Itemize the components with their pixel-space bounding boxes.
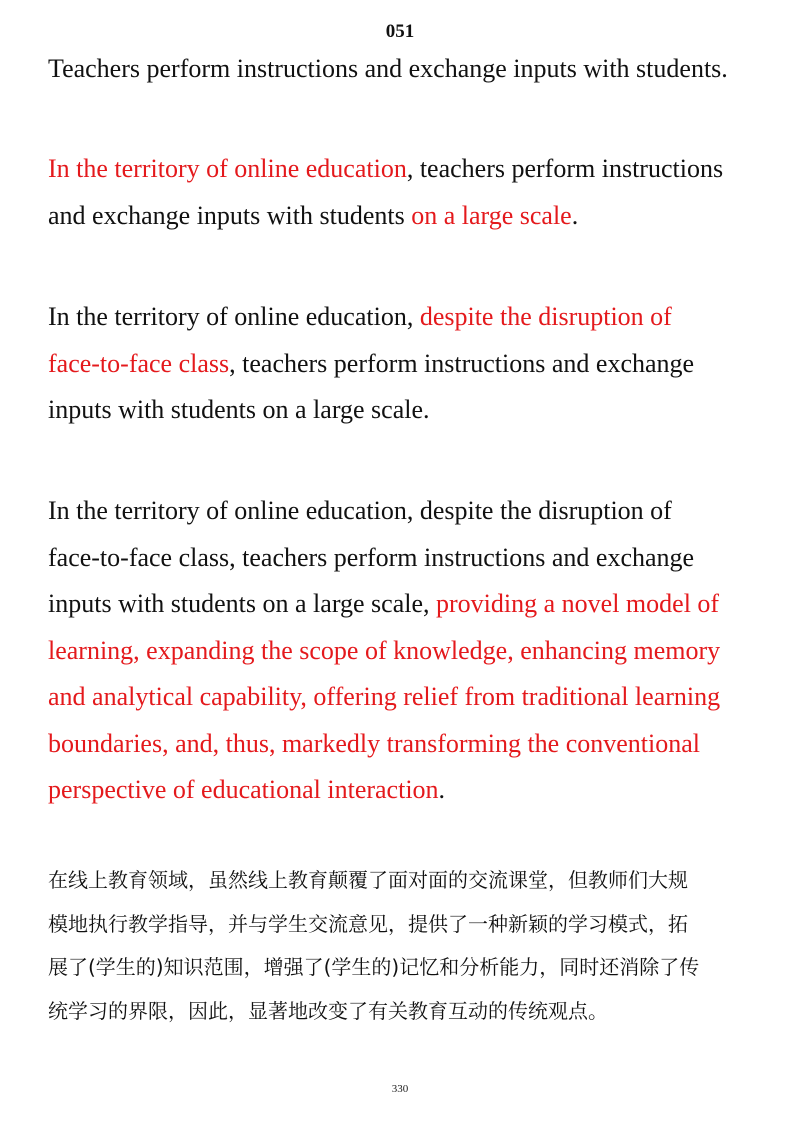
added-phrase: In the territory of online education: [48, 154, 407, 183]
paragraph-2-line-1: [48, 146, 760, 193]
paragraph-1-line-1: [48, 46, 760, 93]
added-phrase: boundaries, and, thus, markedly transforming the conventional: [48, 728, 701, 758]
sentence-text: , teachers perform instructions: [406, 154, 724, 183]
added-phrase: perspective of educational interaction: [48, 775, 439, 804]
paragraph-3-line-2: [48, 341, 760, 388]
sentence-number: 051: [385, 21, 415, 42]
sentence-text: inputs with students on a large scale,: [48, 589, 437, 618]
paragraph-4-line-7: [48, 767, 760, 814]
added-phrase: on a large scale: [411, 200, 572, 230]
paragraph-4-line-4: [48, 628, 760, 675]
sentence-text: inputs with students on a large scale.: [48, 395, 430, 424]
paragraph-2: [48, 146, 760, 239]
paragraph-4-line-5: [48, 674, 760, 721]
page-number: 330: [391, 1083, 409, 1095]
translation-line-1: 在线上教育领域，虽然线上教育颠覆了面对面的交流课堂，但教师们大规: [48, 868, 688, 892]
added-phrase: despite the disruption of: [419, 302, 672, 331]
paragraph-4: [48, 488, 760, 814]
paragraph-3: [48, 294, 760, 434]
sentence-text: .: [438, 775, 446, 804]
translation-line-2: 模地执行教学指导，并与学生交流意见，提供了一种新颖的学习模式，拓: [48, 911, 688, 936]
added-phrase: face-to-face class: [48, 348, 230, 378]
added-phrase: and analytical capability, offering relief from traditional learning: [48, 682, 721, 711]
paragraph-4-line-1: [48, 488, 760, 535]
translation-line-4: 统学习的界限，因此，显著地改变了有关教育互动的传统观点。: [48, 998, 608, 1023]
paragraph-1: [48, 46, 760, 93]
paragraph-3-line-1: [48, 294, 760, 341]
sentence-text: and exchange inputs with students: [48, 200, 412, 230]
translation-line-3: 展了(学生的)知识范围，增强了(学生的)记忆和分析能力，同时还消除了传: [48, 955, 700, 979]
paragraph-4-line-3: [48, 581, 760, 628]
paragraph-3-line-3: [48, 387, 760, 434]
sentence-text: In the territory of online education, despite the disruption of: [48, 496, 672, 525]
added-phrase: learning, expanding the scope of knowledge, enhancing memory: [48, 635, 721, 665]
paragraph-2-line-2: [48, 193, 760, 240]
chinese-translation: [48, 859, 760, 1033]
base-sentence: Teachers perform instructions and exchange inputs with students.: [48, 54, 728, 83]
paragraph-4-line-2: [48, 535, 760, 582]
paragraph-4-line-6: [48, 721, 760, 768]
sentence-text: In the territory of online education,: [48, 302, 420, 331]
sentence-text: face-to-face class, teachers perform instructions and exchange: [48, 542, 695, 572]
sentence-text: .: [571, 200, 579, 230]
added-phrase: providing a novel model of: [436, 589, 720, 618]
sentence-text: , teachers perform instructions and exchange: [229, 348, 695, 378]
